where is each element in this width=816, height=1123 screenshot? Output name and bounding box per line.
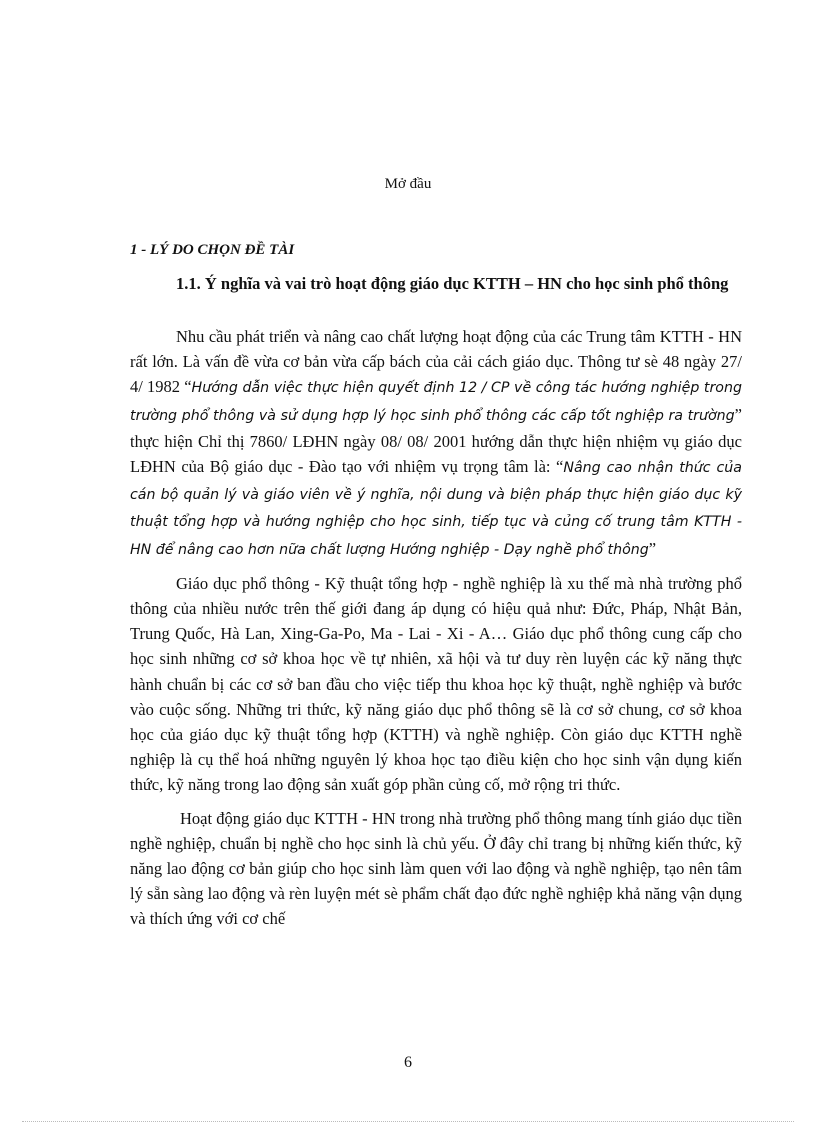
paragraph-2: Giáo dục phổ thông - Kỹ thuật tổng hợp - nghề nghiệp là xu thế mà nhà trường phổ thông của nhiều nước trên thế giới đang áp dụng có hiệu quả như: Đức, Pháp, Nhật Bản, Trung Quốc, Hà Lan, Xing-Ga-Po, Ma - Lai - Xi - A… Giáo dục phổ thông cung cấp cho học sinh những cơ sở khoa học về tự nhiên, xã hội và tư duy rèn luyện các kỹ năng thực hành chuẩn bị các cơ sở ban đầu cho việc tiếp thu khoa học kỹ thuật, nghề nghiệp và bước vào cuộc sống. Những tri thức, kỹ năng giáo dục phổ thông sẽ là cơ sở chung, cơ sở khoa học của giáo dục kỹ thuật tổng hợp (KTTH) và nghề nghiệp. Còn giáo dục KTTH nghề nghiệp là cụ thể hoá những nguyên lý khoa học tạo điều kiện cho học sinh vận dụng kiến thức, kỹ năng trong lao động sản xuất góp phần củng cố, mở rộng tri thức.: [130, 573, 742, 795]
page-title: Mở đầu: [384, 176, 432, 192]
paragraph-1-quote-b: Nâng cao nhận thức của cán bộ quản lý và giáo viên về ý nghĩa, nội dung và biện pháp thực hiện giáo dục kỹ thuật tổng hợp và hướng nghiệp cho học sinh, tiếp tục và củng cố trung tâm KTTH - HN để nâng cao hơn nữa chất lượng Hướng nghiệp - Dạy nghề phổ thông: [130, 460, 742, 558]
body-text: [130, 324, 742, 940]
paragraph-1: [130, 324, 742, 563]
paragraph-1-text-b: ” thực hiện Chỉ thị 7860/ LĐHN ngày 08/ 08/ 2001 hướng dẫn thực hiện nhiệm vụ giáo dục LĐHN của Bộ giáo dục - Đào tạo với nhiệm vụ trọng tâm là: “: [130, 404, 742, 477]
paragraph-1-text-a: Nhu cầu phát triển và nâng cao chất lượng hoạt động của các Trung tâm KTTH - HN rất lớn. Là vấn đề vừa cơ bản vừa cấp bách của cải cách giáo dục. Thông tư sè 48 ngày 27/ 4/ 1982 “: [130, 327, 742, 397]
paragraph-1-text-c: ”: [648, 538, 657, 558]
paragraph-1-quote-a: Hướng dẫn việc thực hiện quyết định 12 / CP về công tác hướng nghiệp trong trường phổ thông và sử dụng hợp lý học sinh phổ thông các cấp tốt nghiệp ra trường: [130, 380, 742, 424]
page-number: 6: [404, 1054, 412, 1071]
section-heading: 1 - LÝ DO CHỌN ĐỀ TÀI: [130, 242, 295, 258]
page-bottom-border: [22, 1121, 794, 1122]
subsection-heading: 1.1. Ý nghĩa và vai trò hoạt động giáo dục KTTH – HN cho học sinh phổ thông: [176, 274, 729, 293]
paragraph-3: Hoạt động giáo dục KTTH - HN trong nhà trường phổ thông mang tính giáo dục tiền nghề nghiệp, chuẩn bị nghề cho học sinh là chủ yếu. Ở đây chỉ trang bị những kiến thức, kỹ năng lao động cơ bản giúp cho học sinh làm quen với lao động và nghề nghiệp, tạo nên tâm lý sẵn sàng lao động và rèn luyện mét sè phẩm chất đạo đức nghề nghiệp khả năng vận dụng và thích ứng với cơ chế: [130, 808, 742, 929]
